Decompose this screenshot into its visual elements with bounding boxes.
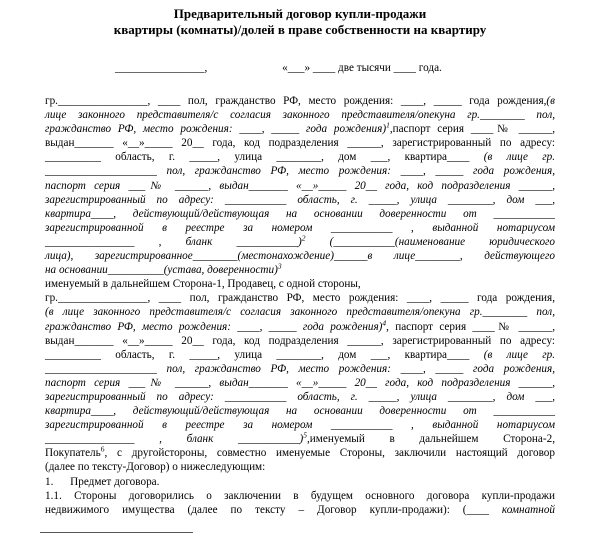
text-segment: недвижимого имущества (далее по тексту – Договор купли-продажи): (	[45, 503, 467, 516]
text-segment: гражданство РФ, место рождения: ____, _____ года рождения)	[45, 320, 383, 333]
document-line	[45, 150, 555, 164]
text-segment: (___________(наименование юридического	[305, 235, 556, 248]
document-line	[45, 207, 555, 221]
text-segment: квартира____, действующий/действующая на основании доверенности от ___________	[45, 405, 555, 418]
document-line	[45, 475, 555, 489]
text-segment: __________ область, г. _____, улица ________, дом ___, квартира____	[45, 348, 484, 361]
document-line	[45, 291, 555, 305]
document-line	[45, 376, 555, 390]
place-blank: ________________,	[115, 62, 208, 74]
document-line	[45, 277, 555, 291]
text-segment: ________________ , бланк ___________)	[45, 433, 304, 446]
text-segment: зарегистрированной в реестре за номером ___________ , выданной нотариусом	[45, 419, 555, 432]
document-line	[45, 263, 555, 277]
text-segment: паспорт серия ___№ ______, выдан_______ «__»_____ 20__ года, код подразделения ______,	[45, 376, 555, 389]
document-body	[45, 94, 555, 517]
document-line	[45, 489, 555, 503]
document-line	[45, 122, 555, 136]
text-segment: ,паспорт серия ____№ ______,	[389, 123, 555, 136]
text-segment: 1.1. Стороны договорились о заключении в будущем основного договора купли-продажи	[45, 489, 555, 502]
text-segment: выдан_______ «__»_____ 20__ года, код подразделения ______, зарегистрированный по адресу:	[45, 334, 555, 347]
footnote-marker: 6	[100, 444, 105, 454]
document-line	[45, 305, 555, 319]
document-line	[45, 193, 555, 207]
document-line	[45, 108, 555, 122]
document-line	[45, 179, 555, 193]
footnote-marker: 4	[382, 317, 387, 327]
document-title	[0, 0, 600, 37]
text-segment: ____________________ пол, гражданство РФ, место рождения: ____, _____ года рождения,	[45, 362, 555, 375]
text-segment: (далее по тексту-Договор) о нижеследующим:	[45, 461, 266, 474]
document-line	[45, 418, 555, 432]
document-line	[45, 503, 555, 517]
text-segment: квартира____, действующий/действующая на основании доверенности от ___________	[45, 207, 555, 220]
document-line	[45, 348, 555, 362]
text-segment: (в	[546, 95, 555, 107]
document-line	[45, 446, 555, 460]
text-segment: ,именуемый в дальнейшем Сторона-2,	[307, 433, 555, 446]
text-segment: 1. Предмет договора.	[45, 475, 160, 488]
document-line	[45, 390, 555, 404]
text-segment: , паспорт серия ____№ ______,	[386, 320, 555, 333]
text-segment: Покупатель	[45, 447, 101, 460]
document-line	[45, 249, 555, 263]
text-segment: ____________________ пол, гражданство РФ, место рождения: ____, _____ года рождения,	[45, 165, 555, 178]
date-blank: «___» ____ две тысячи ____ года.	[282, 62, 442, 74]
document-line	[45, 362, 555, 376]
text-segment: паспорт серия ___№ ______, выдан_______ «__»_____ 20__ года, код подразделения ______,	[45, 179, 555, 192]
text-segment: гр.________________, ____ пол, гражданство РФ, место рождения: ____, _____ года рождения,	[45, 292, 555, 305]
footnote-marker: 1	[386, 120, 390, 130]
text-segment: зарегистрированный по адресу: ___________ область, г. _____, улица ________, дом ___,	[45, 193, 555, 206]
text-segment: выдан_______ «__»_____ 20__ года, код подразделения ______, зарегистрированный по адресу:	[45, 137, 555, 150]
document-title-line2: квартиры (комнаты)/долей в праве собственности на квартиру	[113, 21, 487, 37]
text-segment: гражданство РФ, место рождения: ____, _____ года рождения)	[45, 123, 387, 136]
document-line	[45, 432, 555, 446]
text-segment: (в лице законного представителя/с согласия законного представителя/опекуна гр.________ пол,	[45, 306, 555, 319]
document-line	[45, 136, 555, 150]
footnote-marker: 3	[277, 261, 282, 271]
document-line	[45, 94, 555, 108]
text-segment: именуемый в дальнейшем Сторона-1, Продавец, с одной стороны,	[45, 278, 361, 291]
text-segment: (в лице гр.	[483, 348, 556, 361]
footnote-marker: 5	[303, 430, 307, 440]
text-segment: (в лице гр.	[483, 151, 556, 164]
text-segment: __________ область, г. _____, улица ________, дом ___, квартира____	[45, 151, 484, 164]
document-line	[45, 460, 555, 474]
document-line	[45, 164, 555, 178]
document-title-line1: Предварительный договор купли-продажи	[173, 6, 427, 21]
date-line	[45, 61, 555, 75]
footnote-marker: 2	[301, 233, 306, 243]
text-segment: ____ комнатной	[466, 503, 556, 516]
text-segment: , с другойстороны, совместно именуемые Стороны, заключили настоящий договор	[104, 447, 555, 460]
text-segment: ________________ , бланк ___________)	[45, 235, 302, 248]
document-line	[45, 317, 555, 334]
document-line	[45, 221, 555, 235]
text-segment: на основании__________(устава, доверенности)	[45, 264, 278, 277]
text-segment: гр.________________, ____ пол, гражданство РФ, место рождения: ____, _____ года рождения,	[45, 95, 547, 107]
text-segment: зарегистрированной в реестре за номером ___________ , выданной нотариусом	[45, 221, 555, 234]
footnote-divider	[40, 532, 193, 533]
text-segment: лица), зарегистрированное________(местонахождение)______в лице________, действующего	[45, 250, 555, 263]
document-line	[45, 334, 555, 348]
text-segment: зарегистрированный по адресу: ___________ область, г. _____, улица ________, дом ___,	[45, 390, 555, 403]
document-line	[45, 404, 555, 418]
document-line	[45, 235, 555, 249]
text-segment: лице законного представителя/с согласия законного представителя/опекуна гр.________ пол,	[45, 109, 555, 122]
